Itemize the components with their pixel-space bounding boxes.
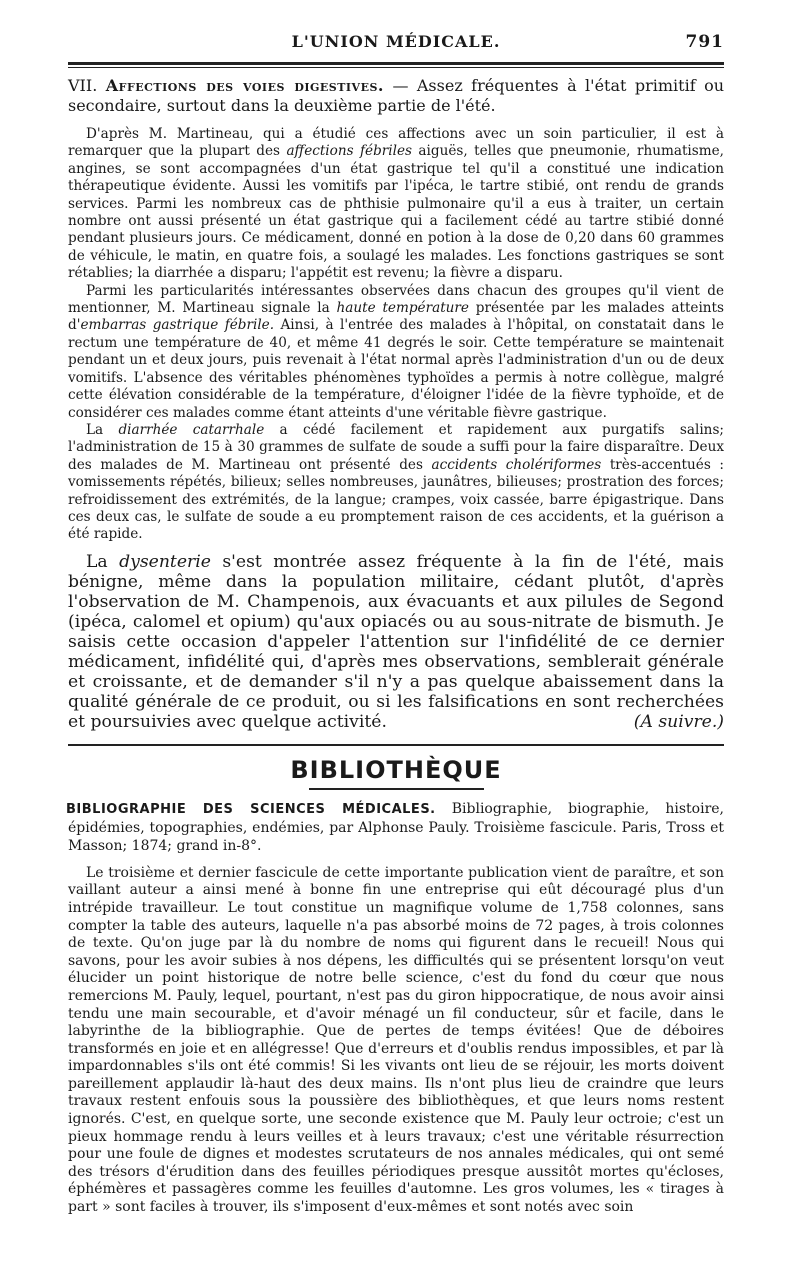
section-lead: — Assez fréquentes à l'état primitif ou secondaire, surtout dans la deuxième partie de l'été.	[68, 76, 725, 115]
journal-title: L'UNION MÉDICALE.	[291, 32, 501, 51]
section-title: Affections des voies digestives.	[105, 76, 384, 95]
section-number: VII.	[68, 76, 98, 95]
paragraph-dysentery: La dysenterie s'est montrée assez fréquente à la fin de l'été, mais bénigne, même dans la population militaire, cédant plutôt, d'après l'observation de M. Champenois, aux évacuants et aux pilules de Segond (ipéca, calomel et opium) qu'aux opiacés ou au sous-nitrate de bismuth. Je saisis cette occasion d'appeler l'attention sur l'infidélité de ce dernier médicament, infidélité qui, d'après mes observations, semblerait générale et croissante, et de demander s'il n'y a pas quelque abaissement dans la qualité générale de ce produit, ou si les falsifications en sont recherchées et poursuivies avec quelque activité. (A suivre.)	[68, 551, 724, 732]
header-rule	[68, 62, 724, 68]
paragraph-high-temperature: Parmi les particularités intéressantes observées dans chacun des groupes qu'il vient de mentionner, M. Martineau signale la haute température présentée par les malades atteints d'embarras gastrique fébrile. Ainsi, à l'entrée des malades à l'hôpital, on constatait dans le rectum une température de 40, et même 41 degrés le soir. Cette température se maintenait pendant un et deux jours, puis revenait à l'état normal après l'administration d'un ou de deux vomitifs. L'absence des véritables phénomènes typhoïdes a permis à notre collègue, malgré cette élévation considérable de la température, d'éloigner l'idée de la fièvre typhoïde, et de considérer ces malades comme étant atteints d'une véritable fièvre gastrique.	[68, 282, 724, 421]
paragraph-catarrhal-diarrhea: La diarrhée catarrhale a cédé facilement et rapidement aux purgatifs salins; l'administration de 15 à 30 grammes de sulfate de soude a suffi pour la faire disparaître. Deux des malades de M. Martineau ont présenté des accidents cholériformes très-accentués : vomissements répétés, bilieux; selles nombreuses, jaunâtres, bilieuses; prostration des forces; refroidissement des extrémités, de la langue; crampes, voix cassée, barre épigastrique. Dans ces deux cas, le sulfate de soude a eu promptement raison de ces accidents, et la guérison a été rapide.	[68, 421, 724, 543]
to-be-continued-note: (A suivre.)	[633, 711, 724, 732]
section-heading	[68, 76, 724, 116]
heading-underline	[309, 788, 484, 790]
section-divider	[68, 744, 724, 746]
bibliotheque-heading: BIBLIOTHÈQUE	[290, 755, 502, 784]
page-number: 791	[685, 32, 724, 52]
review-paragraph: Le troisième et dernier fascicule de cette importante publication vient de paraître, et son vaillant auteur a ainsi mené à bonne fin une entreprise qui eût découragé plus d'un intrépide travailleur. Le tout constitue un magnifique volume de 1,758 colonnes, sans compter la table des auteurs, laquelle n'a pas absorbé moins de 72 pages, à trois colonnes de texte. Qu'on juge par là du nombre de noms qui figurent dans le recueil! Nous qui savons, pour les avoir subies à nos dépens, les difficultés qui se présentent lorsqu'on veut élucider un point historique de notre belle science, c'est du fond du cœur que nous remercions M. Pauly, lequel, pourtant, n'est pas du giron hippocratique, de nous avoir ainsi tendu une main secourable, et d'avoir ménagé un fil conducteur, sûr et facile, dans le labyrinthe de la bibliographie. Que de pertes de temps évitées! Que de déboires transformés en joie et en allégresse! Que d'erreurs et d'oublis rendus impossibles, et par là impardonnables s'ils ont été commis! Si les vivants ont lieu de se réjouir, les morts doivent pareillement applaudir là-haut des deux mains. Ils n'ont plus lieu de craindre que leurs travaux restent enfouis sous la poussière des bibliothèques, et que leurs noms restent ignorés. C'est, en quelque sorte, une seconde existence que M. Pauly leur octroie; c'est un pieux hommage rendu à leurs veilles et à leurs travaux; c'est une véritable résurrection pour une foule de dignes et modestes scrutateurs de nos annales médicales, qui ont semé des trésors d'érudition dans des feuilles périodiques presque aussitôt mortes qu'écloses, éphémères et passagères comme les feuilles d'automne. Les gros volumes, les « tirages à part » sont faciles à trouver, ils s'imposent d'eux-mêmes et sont notés avec soin	[68, 864, 724, 1216]
bibliography-entry: BIBLIOGRAPHIE DES SCIENCES MÉDICALES. Bibliographie, biographie, histoire, épidémies, topographies, endémies, par Alphonse Pauly. Troisième fascicule. Paris, Tross et Masson; 1874; grand in-8°.	[66, 800, 724, 854]
paragraph-gastric-state: D'après M. Martineau, qui a étudié ces affections avec un soin particulier, il est à remarquer que la plupart des affections fébriles aiguës, telles que pneumonie, rhumatisme, angines, se sont accompagnées d'un état gastrique tel qu'il a constitué une indication thérapeutique évidente. Aussi les vomitifs par l'ipéca, le tartre stibié, ont rendu de grands services. Parmi les nombreux cas de phthisie pulmonaire qu'il a eus à traiter, un certain nombre ont aussi présenté un état gastrique qui a facilement cédé au tartre stibié donné pendant plusieurs jours. Ce médicament, donné en potion à la dose de 0,20 dans 60 grammes de véhicule, le matin, en quatre fois, a soulagé les malades. Les fonctions gastriques se sont rétablies; la diarrhée a disparu; l'appétit est revenu; la fièvre a disparu.	[68, 126, 724, 282]
running-head	[68, 30, 724, 58]
